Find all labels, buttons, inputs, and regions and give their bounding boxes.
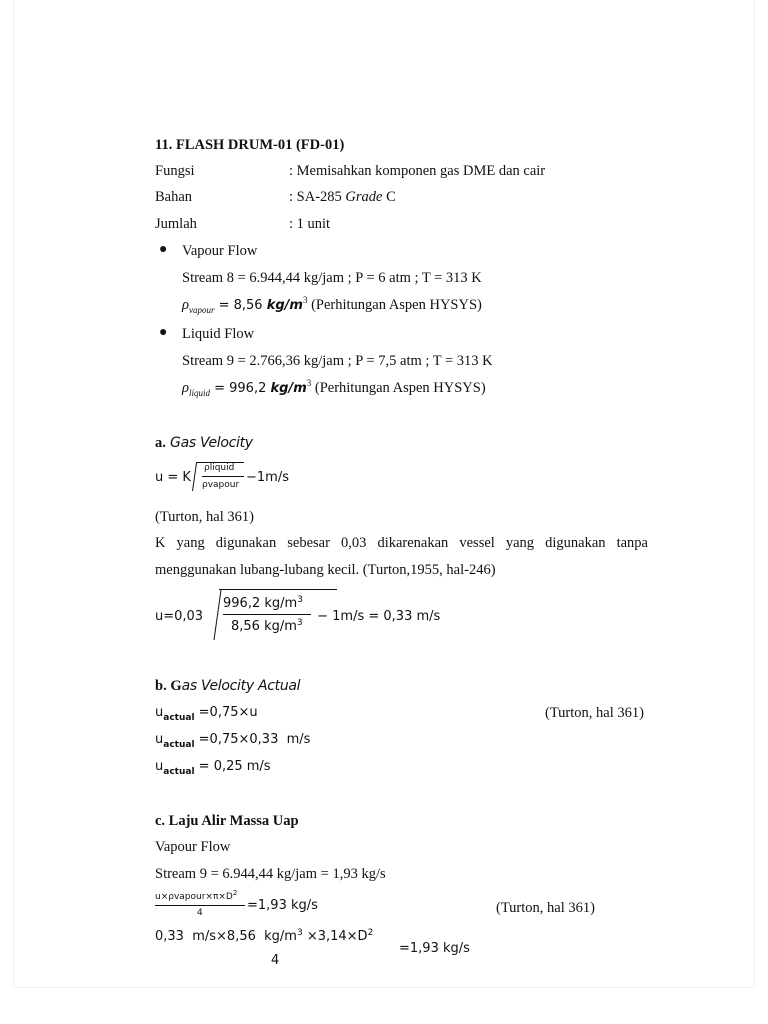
fungsi-label: Fungsi [155,163,195,179]
bullet-icon: ● [159,242,168,257]
fraction-line [223,614,311,615]
mass-flow-denominator: 4 [197,908,203,918]
vapour-density: $\rho_{vapour} = 8,56$ $kg/m^3$ (Perhitungan Aspen HYSYS) [182,295,482,315]
actual-velocity-line2: $u_{actual} =0,75\times 0,33$ m/s [155,732,311,750]
velocity-calc-lhs: u=0,03 [155,609,204,624]
part-b-heading: b. Gas Velocity Actual [155,678,301,694]
velocity-calc-numerator: 996,2 $kg/m^3$ [223,595,303,611]
part-c-heading: c. Laju Alir Massa Uap [155,813,299,829]
formula-denominator: ρvapour [202,480,240,490]
jumlah-value: : 1 unit [289,216,331,232]
liquid-density: $\rho_{liquid} = 996,2$ $kg/m^3$ (Perhitungan Aspen HYSYS) [182,378,486,398]
gas-velocity-formula-rhs: −1m/s [246,470,289,485]
part-c-stream: Stream 9 = 6.944,44 kg/jam = 1,93 kg/s [155,866,386,882]
jumlah-label: Jumlah [155,216,197,232]
liquid-stream: Stream 9 = 2.766,36 kg/jam ; P = 7,5 atm ; T = 313 K [182,353,493,369]
mass-flow-numerator: $u\times\rho vapour\times\pi\times D^2$ [155,889,238,902]
mass-flow-rhs: =1,93 kg/s [247,898,318,913]
radical-bar [219,589,337,590]
part-a-reference: (Turton, hal 361) [155,509,254,525]
mass-flow-calc-numerator: 0,33 m/s×8,56 $kg/m^3 \times 3,14\times D^2$ [155,928,374,944]
velocity-calc-rhs: − 1m/s = 0,33 m/s [313,609,441,624]
page-border [13,0,755,988]
liquid-flow-title: Liquid Flow [182,326,255,342]
vapour-flow-title: Vapour Flow [182,243,258,259]
vapour-stream: Stream 8 = 6.944,44 kg/jam ; P = 6 atm ; T = 313 K [182,270,482,286]
fraction-line [202,476,244,477]
part-c-subtitle: Vapour Flow [155,839,231,855]
part-a-paragraph-line2: menggunakan lubang-lubang kecil. (Turton,1955, hal-246) [155,562,496,578]
velocity-calc-denominator: 8,56 $kg/m^3$ [231,618,303,634]
fraction-line [155,905,245,906]
mass-flow-calc-rhs: =1,93 kg/s [399,941,470,956]
actual-velocity-line3: $u_{actual} = 0,25$ m/s [155,759,271,777]
section-heading: 11. FLASH DRUM-01 (FD-01) [155,137,345,153]
bullet-icon: ● [159,325,168,340]
part-a-heading: a. Gas Velocity [155,435,253,451]
actual-velocity-line1: $u_{actual} =0,75\times u$ [155,705,258,723]
gas-velocity-formula-lhs: u = K [155,470,191,485]
bahan-label: Bahan [155,189,193,205]
part-a-paragraph-line1: K yang digunakan sebesar 0,03 dikarenakan vessel yang digunakan tanpa [155,535,648,551]
part-b-reference: (Turton, hal 361) [545,705,644,721]
bahan-value: : SA-285 Grade C [289,189,396,205]
formula-numerator: ρliquid [204,463,235,473]
mass-flow-calc-denominator: 4 [271,953,280,968]
fungsi-value: : Memisahkan komponen gas DME dan cair [289,163,546,179]
part-c-reference: (Turton, hal 361) [496,900,595,916]
